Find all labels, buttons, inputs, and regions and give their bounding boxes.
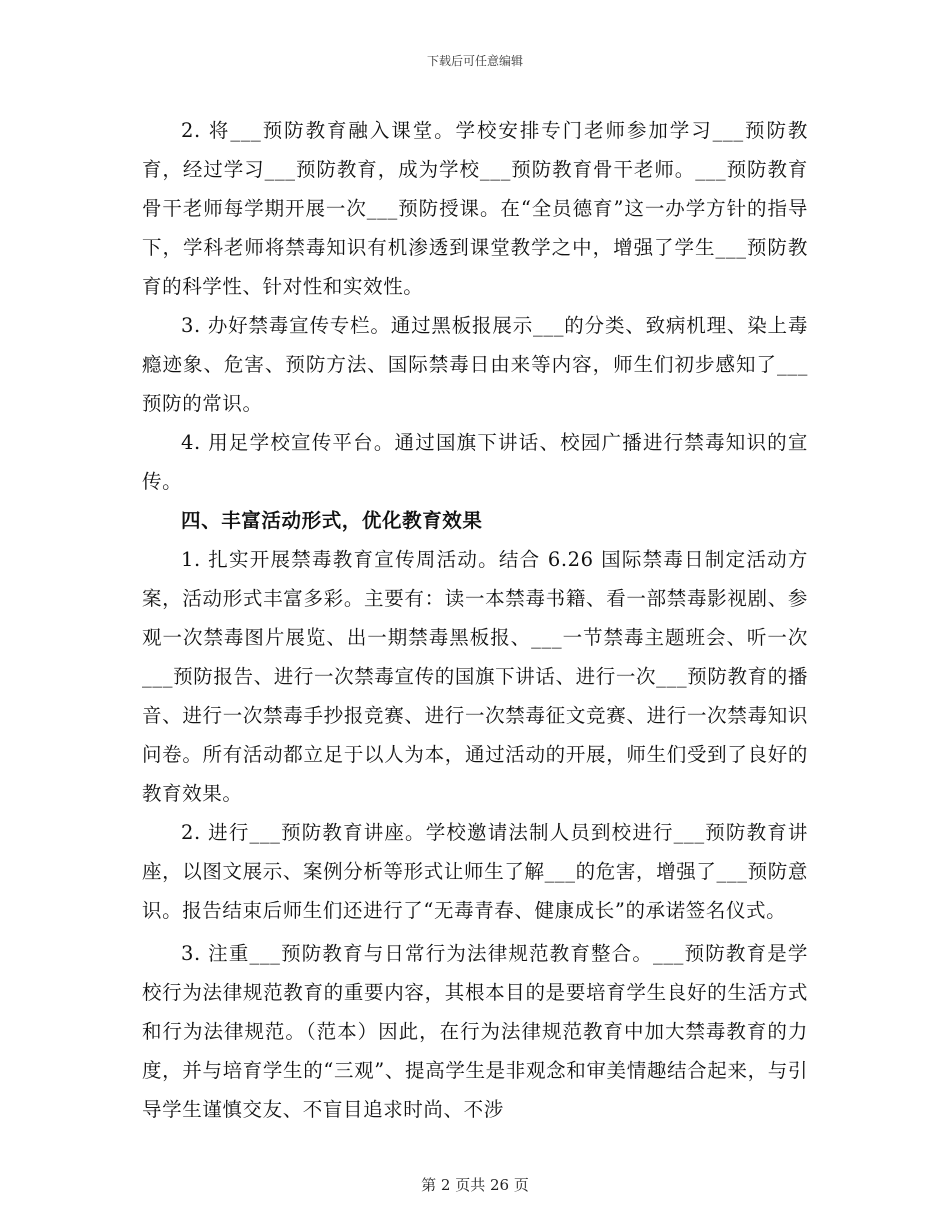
paragraph-publicity-platform: 4. 用足学校宣传平台。通过国旗下讲话、校园广播进行禁毒知识的宣传。 — [142, 431, 808, 493]
paragraph-behavior-integration: 3. 注重___预防教育与日常行为法律规范教育整合。___预防教育是学校行为法律规范教育的重要内容，其根本目的是要培育学生良好的生活方式和行为法律规范。（范本）因此，在行为法律规范教育中加大禁毒教育的力度，并与培育学生的“三观”、提高学生是非观念和审美情趣结合起来，与引导学生谨慎交友、不盲目追求时尚、不涉 — [142, 942, 808, 1121]
paragraph-lecture: 2. 进行___预防教育讲座。学校邀请法制人员到校进行___预防教育讲座，以图文展示、案例分析等形式让师生了解___的危害，增强了___预防意识。报告结束后师生们还进行了“无毒青春、健康成长”的承诺签名仪式。 — [142, 821, 808, 922]
paragraph-integrate-classroom: 2. 将___预防教育融入课堂。学校安排专门老师参加学习___预防教育，经过学习___预防教育，成为学校___预防教育骨干老师。___预防教育骨干老师每学期开展一次___预防授课。在“全员德育”这一办学方针的指导下，学科老师将禁毒知识有机渗透到课堂教学之中，增强了学生___预防教育的科学性、针对性和实效性。 — [142, 119, 808, 298]
paragraph-publicity-week: 1. 扎实开展禁毒教育宣传周活动。结合 6.26 国际禁毒日制定活动方案，活动形式丰富多彩。主要有：读一本禁毒书籍、看一部禁毒影视剧、参观一次禁毒图片展览、出一期禁毒黑板报、___一节禁毒主题班会、听一次___预防报告、进行一次禁毒宣传的国旗下讲话、进行一次___预防教育的播音、进行一次禁毒手抄报竞赛、进行一次禁毒征文竞赛、进行一次禁毒知识问卷。所有活动都立足于以人为本，通过活动的开展，师生们受到了良好的教育效果。 — [142, 548, 808, 805]
page-number: 第 2 页共 26 页 — [421, 1176, 529, 1194]
document-body — [142, 111, 808, 1129]
section-heading: 四、丰富活动形式，优化教育效果 — [181, 509, 483, 532]
page-header: 下载后可任意编辑 — [426, 54, 523, 68]
paragraph-publicity-column: 3. 办好禁毒宣传专栏。通过黑板报展示___的分类、致病机理、染上毒瘾迹象、危害、预防方法、国际禁毒日由来等内容，师生们初步感知了___预防的常识。 — [142, 314, 808, 415]
